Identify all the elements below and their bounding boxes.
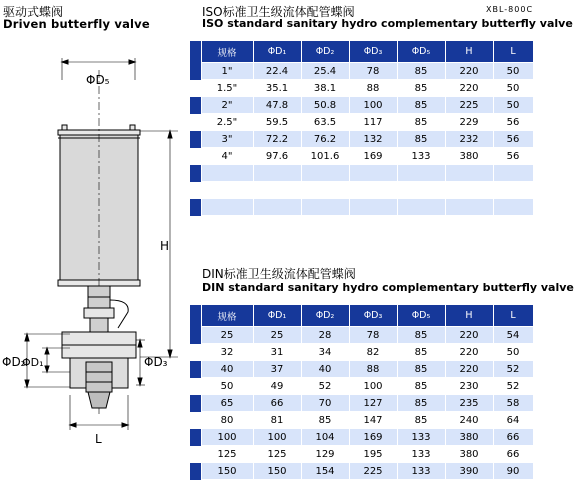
iso-cell: 229 (445, 114, 493, 131)
iso-row (190, 114, 533, 131)
iso-cell: 101.6 (301, 148, 349, 165)
iso-cell: 133 (397, 148, 445, 165)
iso-cell (301, 165, 349, 182)
iso-row (190, 216, 533, 233)
iso-cell: 50 (493, 63, 533, 80)
iso-row-marker (190, 165, 201, 182)
din-cell: 70 (301, 395, 349, 412)
title-chinese: 驱动式蝶阀 (3, 5, 64, 19)
iso-cell (301, 199, 349, 216)
din-cell: 150 (253, 463, 301, 480)
din-cell: 133 (397, 463, 445, 480)
iso-col-header: H (445, 41, 493, 63)
din-cell: 169 (349, 429, 397, 446)
din-cell: 50 (201, 378, 253, 395)
iso-cell: 220 (445, 63, 493, 80)
din-col-header: H (445, 305, 493, 327)
d3-label: ΦD₃ (144, 355, 168, 369)
iso-cell (397, 165, 445, 182)
din-title-english: DIN standard sanitary hydro complementary butterfly valve (202, 281, 574, 294)
iso-cell: 25.4 (301, 63, 349, 80)
iso-cell: 50 (493, 80, 533, 97)
din-cell: 80 (201, 412, 253, 429)
din-row (190, 327, 533, 344)
din-cell: 66 (493, 429, 533, 446)
iso-cell (493, 216, 533, 233)
iso-cell (201, 165, 253, 182)
din-cell: 220 (445, 361, 493, 378)
din-cell: 32 (201, 344, 253, 361)
iso-cell (349, 182, 397, 199)
iso-cell (397, 199, 445, 216)
din-title-chinese: DIN标准卫生级流体配管蝶阀 (202, 267, 356, 281)
din-cell: 88 (349, 361, 397, 378)
din-cell: 37 (253, 361, 301, 378)
iso-cell: 56 (493, 114, 533, 131)
iso-col-header: ΦD₁ (253, 41, 301, 63)
iso-cell: 85 (397, 131, 445, 148)
iso-cell: 63.5 (301, 114, 349, 131)
iso-row-marker (190, 63, 201, 80)
din-cell: 150 (201, 463, 253, 480)
din-cell: 66 (493, 446, 533, 463)
din-row (190, 463, 533, 480)
din-cell: 220 (445, 344, 493, 361)
din-cell: 100 (349, 378, 397, 395)
iso-cell (445, 216, 493, 233)
iso-cell: 56 (493, 148, 533, 165)
iso-row (190, 63, 533, 80)
din-row (190, 344, 533, 361)
din-row (190, 446, 533, 463)
iso-cell: 56 (493, 131, 533, 148)
h-label: H (160, 239, 170, 253)
din-cell: 85 (397, 344, 445, 361)
iso-cell: 85 (397, 63, 445, 80)
iso-row-marker (190, 182, 201, 199)
din-cell: 154 (301, 463, 349, 480)
din-cell: 85 (397, 327, 445, 344)
iso-row-marker (190, 131, 201, 148)
din-cell: 390 (445, 463, 493, 480)
iso-cell: 169 (349, 148, 397, 165)
iso-cell (493, 165, 533, 182)
iso-cell (445, 199, 493, 216)
din-col-header: 规格 (201, 305, 253, 327)
iso-cell: 72.2 (253, 131, 301, 148)
din-row-marker (190, 463, 201, 480)
iso-cell (201, 199, 253, 216)
iso-row-marker (190, 97, 201, 114)
din-cell: 85 (301, 412, 349, 429)
iso-cell (445, 182, 493, 199)
din-cell: 25 (253, 327, 301, 344)
d1-label: ΦD₁ (22, 356, 44, 369)
iso-cell: 220 (445, 80, 493, 97)
iso-row (190, 148, 533, 165)
iso-cell: 50 (493, 97, 533, 114)
iso-cell (493, 182, 533, 199)
ds-label: ΦD₅ (86, 73, 110, 87)
iso-row (190, 80, 533, 97)
din-col-header: ΦD₂ (301, 305, 349, 327)
din-row-marker (190, 327, 201, 344)
din-col-header: L (493, 305, 533, 327)
iso-cell: 225 (445, 97, 493, 114)
din-cell: 125 (253, 446, 301, 463)
din-row-marker (190, 412, 201, 429)
din-cell: 31 (253, 344, 301, 361)
iso-cell: 117 (349, 114, 397, 131)
din-row (190, 395, 533, 412)
din-cell: 49 (253, 378, 301, 395)
din-cell: 82 (349, 344, 397, 361)
din-cell: 50 (493, 344, 533, 361)
iso-cell: 85 (397, 97, 445, 114)
din-row (190, 378, 533, 395)
iso-title-english: ISO standard sanitary hydro complementary butterfly valve (202, 17, 573, 30)
din-cell: 240 (445, 412, 493, 429)
iso-col-header: ΦD₂ (301, 41, 349, 63)
iso-cell (253, 165, 301, 182)
din-cell: 54 (493, 327, 533, 344)
iso-cell: 1.5" (201, 80, 253, 97)
din-row (190, 412, 533, 429)
din-header-row (190, 305, 533, 327)
iso-cell: 88 (349, 80, 397, 97)
din-cell: 133 (397, 446, 445, 463)
iso-row-marker (190, 114, 201, 131)
iso-cell (201, 182, 253, 199)
din-cell: 64 (493, 412, 533, 429)
iso-cell: 97.6 (253, 148, 301, 165)
iso-cell: 76.2 (301, 131, 349, 148)
iso-cell (301, 182, 349, 199)
din-cell: 52 (493, 378, 533, 395)
din-cell: 225 (349, 463, 397, 480)
iso-dimension-table (190, 40, 534, 233)
iso-cell (253, 182, 301, 199)
iso-col-header: ΦD₃ (349, 41, 397, 63)
din-cell: 133 (397, 429, 445, 446)
din-cell: 52 (301, 378, 349, 395)
din-cell: 380 (445, 429, 493, 446)
din-row (190, 361, 533, 378)
iso-col-header: L (493, 41, 533, 63)
din-cell: 85 (397, 412, 445, 429)
iso-row-marker (190, 148, 201, 165)
iso-cell: 47.8 (253, 97, 301, 114)
iso-row (190, 131, 533, 148)
din-cell: 90 (493, 463, 533, 480)
iso-cell: 50.8 (301, 97, 349, 114)
din-cell: 147 (349, 412, 397, 429)
iso-cell (445, 165, 493, 182)
din-row-marker (190, 429, 201, 446)
iso-cell (349, 216, 397, 233)
din-cell: 100 (253, 429, 301, 446)
iso-cell (349, 199, 397, 216)
iso-header-row (190, 41, 533, 63)
iso-col-header: ΦD₅ (397, 41, 445, 63)
valve-drawing (0, 30, 190, 501)
iso-cell: 232 (445, 131, 493, 148)
iso-cell (301, 216, 349, 233)
model-code: XBL-800C (486, 5, 534, 14)
iso-row-marker (190, 216, 201, 233)
din-cell: 220 (445, 327, 493, 344)
din-cell: 65 (201, 395, 253, 412)
din-cell: 52 (493, 361, 533, 378)
din-cell: 100 (201, 429, 253, 446)
din-cell: 104 (301, 429, 349, 446)
din-cell: 235 (445, 395, 493, 412)
din-col-header: ΦD₃ (349, 305, 397, 327)
iso-cell: 132 (349, 131, 397, 148)
din-cell: 66 (253, 395, 301, 412)
iso-cell: 2" (201, 97, 253, 114)
iso-cell (349, 165, 397, 182)
din-cell: 40 (301, 361, 349, 378)
din-col-header: ΦD₁ (253, 305, 301, 327)
din-cell: 129 (301, 446, 349, 463)
din-cell: 85 (397, 361, 445, 378)
iso-cell (397, 216, 445, 233)
iso-cell (201, 216, 253, 233)
iso-cell (253, 199, 301, 216)
l-label: L (95, 432, 102, 446)
din-cell: 85 (397, 395, 445, 412)
din-row-marker (190, 446, 201, 463)
iso-cell: 380 (445, 148, 493, 165)
din-row-marker (190, 361, 201, 378)
din-col-header: ΦD₅ (397, 305, 445, 327)
iso-row (190, 165, 533, 182)
din-row-marker (190, 395, 201, 412)
iso-cell: 38.1 (301, 80, 349, 97)
iso-row-marker (190, 199, 201, 216)
din-cell: 78 (349, 327, 397, 344)
din-cell: 380 (445, 446, 493, 463)
din-cell: 127 (349, 395, 397, 412)
iso-cell: 2.5" (201, 114, 253, 131)
din-cell: 125 (201, 446, 253, 463)
iso-row-marker (190, 80, 201, 97)
iso-col-header: 规格 (201, 41, 253, 63)
din-cell: 34 (301, 344, 349, 361)
iso-cell: 1" (201, 63, 253, 80)
iso-title-chinese: ISO标准卫生级流体配管蝶阀 (202, 5, 355, 19)
iso-row (190, 97, 533, 114)
din-cell: 25 (201, 327, 253, 344)
din-cell: 28 (301, 327, 349, 344)
d2-label: ΦD₂ (2, 355, 26, 369)
din-cell: 81 (253, 412, 301, 429)
din-dimension-table (190, 304, 534, 480)
iso-cell: 3" (201, 131, 253, 148)
din-cell: 230 (445, 378, 493, 395)
iso-row (190, 182, 533, 199)
iso-cell (493, 199, 533, 216)
title-english: Driven butterfly valve (3, 17, 150, 31)
iso-cell: 4" (201, 148, 253, 165)
iso-cell (397, 182, 445, 199)
din-row (190, 429, 533, 446)
iso-cell: 35.1 (253, 80, 301, 97)
din-cell: 58 (493, 395, 533, 412)
iso-cell: 78 (349, 63, 397, 80)
iso-cell: 100 (349, 97, 397, 114)
iso-cell (253, 216, 301, 233)
din-row-marker (190, 344, 201, 361)
din-cell: 40 (201, 361, 253, 378)
din-row-marker (190, 378, 201, 395)
iso-cell: 85 (397, 80, 445, 97)
din-cell: 85 (397, 378, 445, 395)
iso-cell: 85 (397, 114, 445, 131)
iso-cell: 59.5 (253, 114, 301, 131)
iso-row (190, 199, 533, 216)
din-cell: 195 (349, 446, 397, 463)
iso-cell: 22.4 (253, 63, 301, 80)
